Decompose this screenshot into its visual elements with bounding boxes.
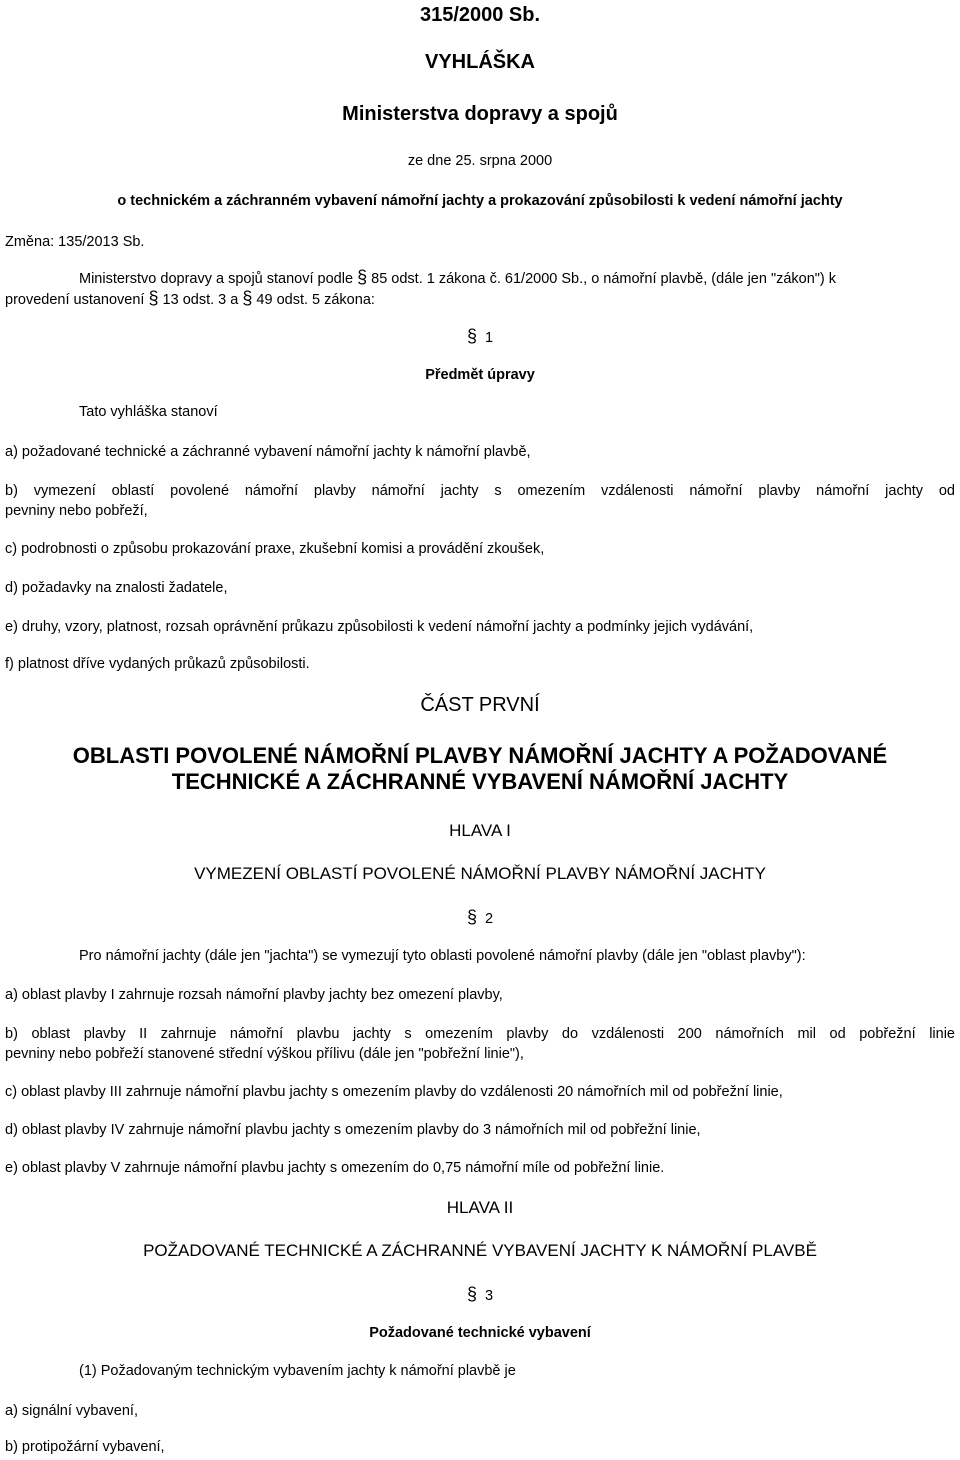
intro-paragraph-line1 [79,268,955,288]
list-item: c) oblast plavby III zahrnuje námořní plavbu jachty s omezením plavby do vzdálenosti 20 námořních mil od pobřežní linie, [5,1084,783,1100]
amendment-note: Změna: 135/2013 Sb. [5,234,145,250]
section-1-lead: Tato vyhláška stanoví [79,404,218,420]
section-number: 1 [484,330,494,346]
issuing-authority: Ministerstva dopravy a spojů [342,103,618,125]
chapter-2-title: POŽADOVANÉ TECHNICKÉ A ZÁCHRANNÉ VYBAVENÍ JACHTY K NÁMOŘNÍ PLAVBĚ [143,1241,817,1260]
part-title-line2: TECHNICKÉ A ZÁCHRANNÉ VYBAVENÍ NÁMOŘNÍ JACHTY [171,769,789,794]
list-item: e) druhy, vzory, platnost, rozsah oprávnění průkazu způsobilosti k vedení námořní jachty a podmínky jejich vydávání, [5,619,754,635]
document-subject: o technickém a záchranném vybavení námořní jachty a prokazování způsobilosti k vedení námořní jachty [117,193,843,209]
list-item: b) vymezení oblastí povolené námořní plavby námořní jachty s omezením vzdálenosti námořní plavby námořní jachty od [5,483,955,499]
section-sign-icon: § [357,267,368,287]
section-number: 3 [484,1288,494,1304]
chapter-2-label: HLAVA II [446,1198,514,1217]
intro-text: Ministerstvo dopravy a spojů stanoví podle [79,271,354,287]
part-title-line1: OBLASTI POVOLENÉ NÁMOŘNÍ PLAVBY NÁMOŘNÍ JACHTY A POŽADOVANÉ [72,743,888,768]
list-item: d) oblast plavby IV zahrnuje námořní plavbu jachty s omezením plavby do 3 námořních mil od pobřežní linie, [5,1122,701,1138]
section-number: 2 [484,911,494,927]
intro-paragraph-line2 [5,289,375,309]
list-item-continuation: pevniny nebo pobřeží stanovené střední výškou přílivu (dále jen "pobřežní linie"), [5,1046,524,1062]
list-item: c) podrobnosti o způsobu prokazování praxe, zkušební komisi a provádění zkoušek, [5,541,545,557]
list-item: b) oblast plavby II zahrnuje námořní plavbu jachty s omezením plavby do vzdálenosti 200 námořních mil od pobřežní linie [5,1026,955,1042]
intro-text: provedení ustanovení [5,292,145,308]
list-item-continuation: pevniny nebo pobřeží, [5,503,148,519]
list-item: a) požadované technické a záchranné vybavení námořní jachty k námořní plavbě, [5,444,531,460]
law-reference-link[interactable]: 49 odst. 5 zákona: [256,292,375,308]
section-2-heading [0,908,960,928]
document-type: VYHLÁŠKA [424,51,535,73]
list-item: a) oblast plavby I zahrnuje rozsah námořní plavby jachty bez omezení plavby, [5,987,503,1003]
section-sign-icon: § [466,907,477,927]
list-item: f) platnost dříve vydaných průkazů způsobilosti. [5,656,310,672]
chapter-1-title: VYMEZENÍ OBLASTÍ POVOLENÉ NÁMOŘNÍ PLAVBY NÁMOŘNÍ JACHTY [194,864,766,883]
law-reference-link[interactable]: 13 odst. 3 a [162,292,239,308]
list-item: e) oblast plavby V zahrnuje námořní plavbu jachty s omezením do 0,75 námořní míle od pobřežní linie. [5,1160,665,1176]
section-3-heading [0,1285,960,1305]
law-reference-link[interactable]: 85 odst. 1 zákona č. 61/2000 Sb. [371,271,584,287]
section-2-lead: Pro námořní jachty (dále jen "jachta") se vymezují tyto oblasti povolené námořní plavby (dále jen "oblast plavby"): [79,948,806,964]
issue-date: ze dne 25. srpna 2000 [407,153,553,169]
document-number: 315/2000 Sb. [419,4,541,26]
section-3-title: Požadované technické vybavení [369,1325,591,1341]
section-sign-icon: § [148,288,159,308]
section-1-title: Předmět úpravy [425,367,535,383]
list-item: d) požadavky na znalosti žadatele, [5,580,228,596]
section-sign-icon: § [466,326,477,346]
section-1-heading [0,327,960,347]
part-label: ČÁST PRVNÍ [420,694,540,716]
section-3-lead: (1) Požadovaným technickým vybavením jachty k námořní plavbě je [79,1363,516,1379]
chapter-1-label: HLAVA I [449,821,511,840]
list-item: b) protipožární vybavení, [5,1439,165,1455]
intro-text: , o námořní plavbě, (dále jen "zákon") k [583,271,837,287]
list-item: a) signální vybavení, [5,1403,138,1419]
section-sign-icon: § [242,288,253,308]
section-sign-icon: § [466,1284,477,1304]
